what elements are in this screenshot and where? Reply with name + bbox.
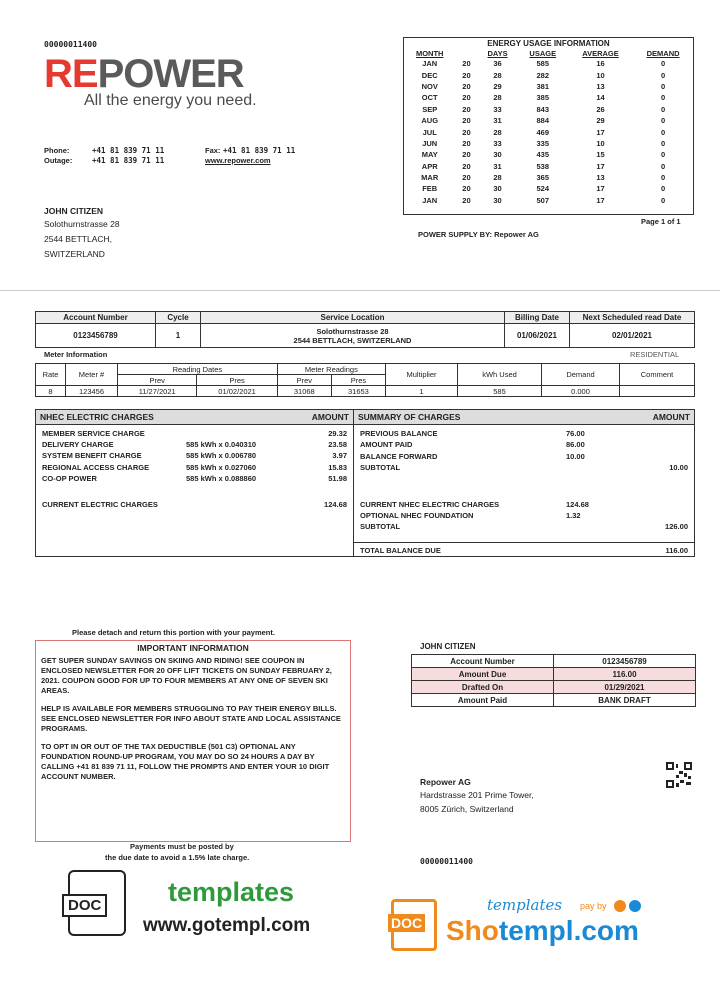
doc-icon-label: DOC xyxy=(62,894,107,917)
shotempl-url[interactable] xyxy=(446,915,639,947)
usage-cell: 435 xyxy=(536,150,549,160)
charge-amount: 29.32 xyxy=(328,429,347,438)
usage-cell: NOV xyxy=(421,81,438,91)
acct-location-2: 2544 BETTLACH, SWITZERLAND xyxy=(293,335,412,345)
phone-value: +41 81 839 71 11 xyxy=(92,146,165,155)
templates-text: templates xyxy=(168,877,295,907)
stub-row xyxy=(412,668,696,681)
info-paragraph-1: GET SUPER SUNDAY SAVINGS ON SKIING AND RIDING! SEE COUPON IN ENCLOSED NEWSLETTER FOR 20 OFF LIFT TICKETS ON SUNDAY FEBRUARY 2, 2021. COUPON GOOD FOR UP TO FOUR MEMBERS AT ANY ONE OF SEVEN SKI AREAS. xyxy=(41,656,332,695)
current-charges-amount: 124.68 xyxy=(324,500,347,509)
usage-cell: 0 xyxy=(661,127,666,137)
usage-cell: 20 xyxy=(462,104,471,114)
repower-logo xyxy=(44,52,244,97)
acct-billing-date: 01/06/2021 xyxy=(505,324,570,348)
usage-cell: 282 xyxy=(536,70,549,80)
usage-row xyxy=(404,115,693,126)
usage-cell: 0 xyxy=(661,93,666,103)
customer-street: Solothurnstrasse 28 xyxy=(44,219,120,229)
usage-cell: 28 xyxy=(493,127,502,137)
meter-h-date-prev: Prev xyxy=(118,375,197,386)
usage-row xyxy=(404,149,693,160)
usage-cell: 538 xyxy=(536,161,549,171)
meter-h-demand: Demand xyxy=(542,364,620,386)
meter-h-readings: Meter Readings xyxy=(277,364,385,375)
meter-number: 123456 xyxy=(66,386,118,397)
acct-header-billing: Billing Date xyxy=(505,312,570,324)
gotempl-url[interactable]: www.gotempl.com xyxy=(143,915,311,936)
usage-cell: 0 xyxy=(661,116,666,126)
usage-row xyxy=(404,126,693,137)
stub-row xyxy=(412,681,696,694)
usage-cell: 20 xyxy=(462,93,471,103)
charge-label: DELIVERY CHARGE xyxy=(42,440,114,450)
current-charges-label: CURRENT ELECTRIC CHARGES xyxy=(42,500,158,509)
paypal-icon xyxy=(629,900,641,912)
usage-cell: 884 xyxy=(536,116,549,126)
usage-cell: 33 xyxy=(493,138,502,148)
stub-value: 0123456789 xyxy=(554,655,696,668)
usage-table xyxy=(404,49,693,206)
electric-amount-label: AMOUNT xyxy=(311,412,349,422)
usage-row xyxy=(404,138,693,149)
meter-h-read-prev: Prev xyxy=(277,375,331,386)
meter-multiplier: 1 xyxy=(386,386,458,397)
charges-panel xyxy=(35,409,695,557)
electric-charges-section xyxy=(36,410,354,556)
charge-detail: 585 kWh x 0.006780 xyxy=(186,451,257,461)
divider xyxy=(0,290,720,291)
customer-name: JOHN CITIZEN xyxy=(44,206,104,216)
info-paragraph-2: HELP IS AVAILABLE FOR MEMBERS STRUGGLING TO PAY THEIR ENERGY BILLS. SEE ENCLOSED NEWSLETTER FOR INFO ABOUT STATE AND LOCAL ASSISTANCE PROGRAMS. xyxy=(41,704,341,733)
meter-rate: 8 xyxy=(36,386,66,397)
acct-cycle: 1 xyxy=(156,324,201,348)
usage-cell: 0 xyxy=(661,195,666,205)
usage-row xyxy=(404,92,693,103)
company-name: Repower AG xyxy=(420,777,471,787)
usage-cell: 20 xyxy=(462,59,471,69)
amount-paid-label: AMOUNT PAID xyxy=(360,440,413,449)
acct-header-cycle: Cycle xyxy=(156,312,201,324)
usage-cell: 20 xyxy=(462,70,471,80)
usage-cell: 30 xyxy=(493,184,502,194)
usage-cell: 29 xyxy=(493,81,502,91)
usage-cell: MAY xyxy=(421,150,438,160)
templates-script-text: templates xyxy=(487,896,563,914)
usage-cell: 36 xyxy=(493,59,502,69)
usage-cell: 0 xyxy=(661,81,666,91)
meter-comment xyxy=(620,386,695,397)
usage-row xyxy=(404,81,693,92)
usage-col-average: AVERAGE xyxy=(582,49,619,58)
doc-file-icon xyxy=(62,870,126,938)
acct-location-1: Solothurnstrasse 28 xyxy=(316,326,389,336)
usage-cell: 33 xyxy=(493,104,502,114)
late-charge-line-2: the due date to avoid a 1.5% late charge. xyxy=(105,853,250,862)
power-supplier: POWER SUPPLY BY: Repower AG xyxy=(418,230,539,239)
subtotal-2: 126.00 xyxy=(665,522,688,531)
charge-detail: 585 kWh x 0.040310 xyxy=(186,440,257,450)
stub-value: 116.00 xyxy=(554,668,696,681)
usage-cell: 31 xyxy=(493,116,502,126)
usage-cell: 524 xyxy=(536,184,549,194)
charge-label: SYSTEM BENEFIT CHARGE xyxy=(42,451,142,461)
usage-col-month: MONTH xyxy=(415,49,444,58)
charge-amount: 3.97 xyxy=(332,451,347,461)
usage-cell: 469 xyxy=(536,127,549,137)
usage-cell: 20 xyxy=(462,195,471,205)
usage-cell: 15 xyxy=(596,150,605,160)
usage-cell: 20 xyxy=(462,138,471,148)
usage-cell: 28 xyxy=(493,93,502,103)
usage-row xyxy=(404,172,693,183)
qr-code-icon xyxy=(666,762,692,788)
usage-cell: 20 xyxy=(462,127,471,137)
usage-cell: JAN xyxy=(422,195,438,205)
charge-detail: 585 kWh x 0.027060 xyxy=(186,462,257,472)
page-number: Page 1 of 1 xyxy=(641,217,681,226)
summary-section xyxy=(354,410,694,556)
usage-cell: 17 xyxy=(596,195,605,205)
meter-h-comment: Comment xyxy=(620,364,695,386)
info-paragraph-3: TO OPT IN OR OUT OF THE TAX DEDUCTIBLE (501 C3) OPTIONAL ANY FOUNDATION ROUND-UP PROGRAM, YOU MAY DO SO 24 HOURS A DAY BY CALLING +41 81 839 71 11, FOLLOW THE PROMPTS AND ENTER YOUR 10 DIGIT ACCOUNT NUMBER. xyxy=(41,742,330,781)
usage-cell: 0 xyxy=(661,59,666,69)
acct-header-next-read: Next Scheduled read Date xyxy=(570,312,695,324)
usage-cell: FEB xyxy=(422,184,438,194)
outage-value: +41 81 839 71 11 xyxy=(92,156,165,165)
late-charge-line-1: Payments must be posted by xyxy=(130,842,234,851)
usage-cell: 20 xyxy=(462,173,471,183)
usage-cell: 0 xyxy=(661,104,666,114)
usage-cell: 385 xyxy=(536,93,549,103)
meter-date-pres: 01/02/2021 xyxy=(197,386,277,397)
stub-label: Amount Due xyxy=(412,668,554,681)
usage-cell: JAN xyxy=(422,59,438,69)
usage-cell: 507 xyxy=(536,195,549,205)
tagline: All the energy you need. xyxy=(84,92,257,109)
usage-row xyxy=(404,58,693,69)
meter-read-pres: 31653 xyxy=(331,386,385,397)
total-due-label: TOTAL BALANCE DUE xyxy=(360,546,441,555)
usage-cell: DEC xyxy=(421,70,438,80)
meter-h-date-pres: Pres xyxy=(197,375,277,386)
customer-city: 2544 BETTLACH, xyxy=(44,234,113,244)
usage-cell: 20 xyxy=(462,81,471,91)
shotempl-suffix: templ.com xyxy=(498,915,639,946)
usage-cell: 17 xyxy=(596,184,605,194)
subtotal-1: 10.00 xyxy=(669,463,688,472)
shotempl-doc-label: DOC xyxy=(388,914,425,932)
meter-demand: 0.000 xyxy=(542,386,620,397)
usage-cell: 0 xyxy=(661,150,666,160)
website-link[interactable]: www.repower.com xyxy=(205,156,271,165)
usage-cell: 17 xyxy=(596,127,605,137)
charge-label: CO-OP POWER xyxy=(42,473,97,483)
usage-col-usage: USAGE xyxy=(529,49,557,58)
usage-row xyxy=(404,104,693,115)
company-city: 8005 Zürich, Switzerland xyxy=(420,804,514,814)
stub-value: 01/29/2021 xyxy=(554,681,696,694)
summary-amount-label: AMOUNT xyxy=(652,412,690,422)
optional-foundation-label: OPTIONAL NHEC FOUNDATION xyxy=(360,511,474,520)
charge-label: MEMBER SERVICE CHARGE xyxy=(42,429,145,438)
previous-balance: 76.00 xyxy=(566,429,585,438)
usage-cell: 365 xyxy=(536,173,549,183)
charge-amount: 51.98 xyxy=(328,473,347,483)
account-summary-table xyxy=(35,311,695,348)
acct-header-location: Service Location xyxy=(201,312,505,324)
important-info-box xyxy=(35,640,351,842)
usage-cell: JUL xyxy=(422,127,437,137)
usage-cell: 843 xyxy=(536,104,549,114)
optional-foundation: 1.32 xyxy=(566,511,581,520)
usage-title: ENERGY USAGE INFORMATION xyxy=(487,39,610,48)
meter-h-multiplier: Multiplier xyxy=(386,364,458,386)
bitcoin-icon xyxy=(614,900,626,912)
meter-h-read-pres: Pres xyxy=(331,375,385,386)
usage-cell: 10 xyxy=(596,70,605,80)
outage-label: Outage: xyxy=(44,156,73,165)
total-due: 116.00 xyxy=(665,546,688,555)
meter-h-kwh: kWh Used xyxy=(458,364,542,386)
usage-cell: 13 xyxy=(596,81,605,91)
usage-cell: 13 xyxy=(596,173,605,183)
usage-cell: APR xyxy=(421,161,438,171)
logo-red-text: RE xyxy=(44,52,98,96)
summary-title: SUMMARY OF CHARGES xyxy=(358,412,461,422)
company-street: Hardstrasse 201 Prime Tower, xyxy=(420,790,534,800)
acct-number: 0123456789 xyxy=(36,324,156,348)
stub-label: Drafted On xyxy=(412,681,554,694)
stub-value: BANK DRAFT xyxy=(554,694,696,707)
previous-balance-label: PREVIOUS BALANCE xyxy=(360,429,438,438)
charge-amount: 15.83 xyxy=(328,462,347,472)
stub-row xyxy=(412,694,696,707)
electric-charges-title: NHEC ELECTRIC CHARGES xyxy=(40,412,154,422)
customer-country: SWITZERLAND xyxy=(44,249,105,259)
usage-cell: 585 xyxy=(536,59,549,69)
usage-col-days: DAYS xyxy=(487,49,508,58)
usage-cell: 28 xyxy=(493,173,502,183)
usage-cell: 14 xyxy=(596,93,605,103)
usage-cell: 30 xyxy=(493,150,502,160)
usage-row xyxy=(404,195,693,206)
meter-kwh: 585 xyxy=(458,386,542,397)
fax-value: +41 81 839 71 11 xyxy=(223,146,296,155)
stub-label: Account Number xyxy=(412,655,554,668)
usage-cell: 0 xyxy=(661,138,666,148)
usage-cell: 10 xyxy=(596,138,605,148)
usage-cell: 20 xyxy=(462,184,471,194)
balance-forward: 10.00 xyxy=(566,452,585,461)
usage-row xyxy=(404,69,693,80)
usage-col-blank xyxy=(455,49,477,58)
pay-by-label: pay by xyxy=(580,901,607,911)
usage-cell: 20 xyxy=(462,150,471,160)
info-title: IMPORTANT INFORMATION xyxy=(137,643,249,653)
usage-cell: 335 xyxy=(536,138,549,148)
usage-cell: 0 xyxy=(661,161,666,171)
usage-row xyxy=(404,183,693,194)
usage-cell: 28 xyxy=(493,70,502,80)
usage-cell: 26 xyxy=(596,104,605,114)
usage-cell: 20 xyxy=(462,161,471,171)
current-nhec: 124.68 xyxy=(566,500,589,509)
meter-table xyxy=(35,363,695,397)
account-barcode-number: 00000011400 xyxy=(44,40,97,49)
meter-date-prev: 11/27/2021 xyxy=(118,386,197,397)
shotempl-prefix: Sho xyxy=(446,915,499,946)
usage-cell: 29 xyxy=(596,116,605,126)
detach-instructions: Please detach and return this portion with your payment. xyxy=(72,628,275,637)
usage-cell: 16 xyxy=(596,59,605,69)
charge-amount: 23.58 xyxy=(328,440,347,450)
energy-usage-panel xyxy=(403,37,694,215)
stub-barcode-number: 00000011400 xyxy=(420,857,473,866)
usage-cell: 20 xyxy=(462,116,471,126)
usage-cell: 0 xyxy=(661,184,666,194)
stub-label: Amount Paid xyxy=(412,694,554,707)
logo-grey-text: POWER xyxy=(97,52,244,96)
usage-cell: 31 xyxy=(493,161,502,171)
meter-read-prev: 31068 xyxy=(277,386,331,397)
usage-cell: 381 xyxy=(536,81,549,91)
usage-cell: OCT xyxy=(421,93,438,103)
usage-cell: SEP xyxy=(422,104,438,114)
usage-cell: 17 xyxy=(596,161,605,171)
usage-cell: AUG xyxy=(421,116,439,126)
usage-cell: 0 xyxy=(661,70,666,80)
stub-row xyxy=(412,655,696,668)
usage-cell: 0 xyxy=(661,173,666,183)
usage-cell: JUN xyxy=(422,138,438,148)
meter-type: RESIDENTIAL xyxy=(630,350,680,359)
meter-h-number: Meter # xyxy=(66,364,118,386)
usage-row xyxy=(404,161,693,172)
fax-label: Fax: xyxy=(205,146,221,155)
usage-col-demand: DEMAND xyxy=(646,49,680,58)
phone-label: Phone: xyxy=(44,146,70,155)
usage-cell: MAR xyxy=(421,173,439,183)
stub-customer-name: JOHN CITIZEN xyxy=(420,642,476,651)
meter-h-rate: Rate xyxy=(36,364,66,386)
payment-stub-table xyxy=(411,654,696,707)
balance-forward-label: BALANCE FORWARD xyxy=(360,452,438,461)
charge-label: REGIONAL ACCESS CHARGE xyxy=(42,462,150,472)
meter-h-dates: Reading Dates xyxy=(118,364,278,375)
usage-cell: 30 xyxy=(493,195,502,205)
meter-info-title: Meter Information xyxy=(44,350,108,359)
acct-header-number: Account Number xyxy=(36,312,156,324)
amount-paid: 86.00 xyxy=(566,440,585,449)
current-nhec-label: CURRENT NHEC ELECTRIC CHARGES xyxy=(360,500,500,509)
acct-next-read: 02/01/2021 xyxy=(570,324,695,348)
charge-detail: 585 kWh x 0.088860 xyxy=(186,473,257,483)
subtotal-1-label: SUBTOTAL xyxy=(360,463,401,472)
shotempl-doc-icon xyxy=(391,899,437,951)
subtotal-2-label: SUBTOTAL xyxy=(360,522,401,531)
